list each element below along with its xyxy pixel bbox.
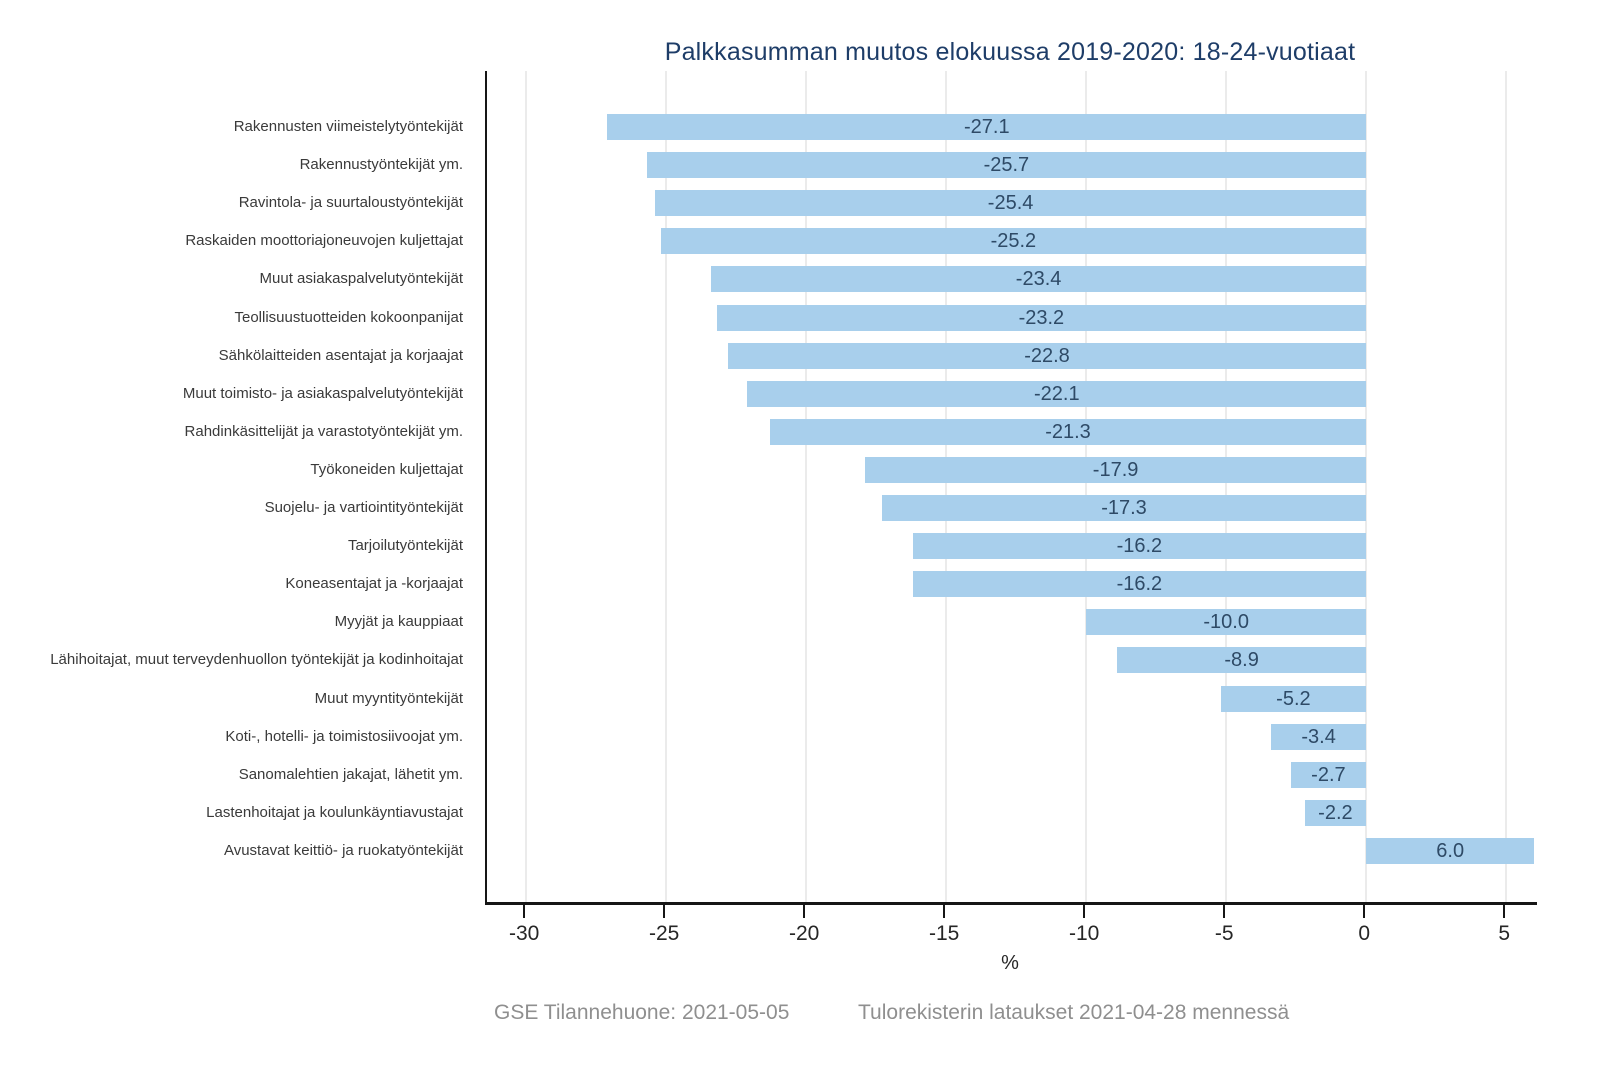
category-label: Teollisuustuotteiden kokoonpanijat <box>234 308 463 326</box>
x-tick-mark <box>663 905 665 918</box>
bar-value-label: 6.0 <box>1436 839 1465 862</box>
bar-value-label: -25.4 <box>987 192 1034 215</box>
category-label: Raskaiden moottoriajoneuvojen kuljettajat <box>185 232 463 250</box>
x-tick-mark <box>803 905 805 918</box>
x-tick-label: -10 <box>1069 922 1100 945</box>
x-tick-label: -5 <box>1214 922 1234 945</box>
footer-note-text: Tulorekisterin lataukset 2021-04-28 mennessä <box>858 1001 1290 1024</box>
category-label: Muut myyntityöntekijät <box>314 689 463 707</box>
plot-area <box>485 71 1537 905</box>
category-label: Rahdinkäsittelijät ja varastotyöntekijät ym. <box>184 422 463 440</box>
bar-value-label: -21.3 <box>1045 420 1091 443</box>
category-label: Lähihoitajat, muut terveydenhuollon työntekijät ja kodinhoitajat <box>50 651 463 669</box>
category-label: Sanomalehtien jakajat, lähetit ym. <box>238 765 463 783</box>
bar-value-label: -22.1 <box>1033 382 1080 405</box>
x-tick-mark <box>943 905 945 918</box>
bar-value-label: -2.7 <box>1311 763 1346 786</box>
bar-value-label: -23.2 <box>1018 306 1065 329</box>
x-tick-label: 0 <box>1358 922 1371 945</box>
bar-value-label: -3.4 <box>1301 725 1336 748</box>
bar-value-label: -16.2 <box>1116 535 1163 558</box>
category-label: Työkoneiden kuljettajat <box>310 460 463 478</box>
footer-source-text: GSE Tilannehuone: 2021-05-05 <box>494 1001 790 1024</box>
bar-value-label: -17.9 <box>1092 458 1139 481</box>
x-tick-label: -20 <box>789 922 820 945</box>
bar-value-label: -27.1 <box>963 116 1010 138</box>
category-label: Koneasentajat ja -korjaajat <box>285 575 463 593</box>
bar-value-label: -2.2 <box>1318 801 1353 824</box>
category-label: Muut asiakaspalvelutyöntekijät <box>259 270 463 288</box>
x-tick-mark <box>1363 905 1365 918</box>
bar-value-label: -25.7 <box>983 154 1030 177</box>
bar-value-label: -25.2 <box>990 230 1037 253</box>
category-label: Myyjät ja kauppiaat <box>334 613 463 631</box>
x-axis-title: % <box>1001 952 1019 974</box>
x-tick-mark <box>523 905 525 918</box>
category-label: Suojelu- ja vartiointityöntekijät <box>264 499 463 516</box>
x-tick-mark <box>1503 905 1505 918</box>
category-label: Tarjoilutyöntekijät <box>347 537 463 555</box>
x-tick-mark <box>1083 905 1085 918</box>
category-label: Muut toimisto- ja asiakaspalvelutyöntekijät <box>182 384 463 402</box>
chart-title: Palkkasumman muutos elokuussa 2019-2020: 18-24-vuotiaat <box>664 38 1356 66</box>
bar-value-label: -16.2 <box>1116 573 1163 596</box>
gridline <box>1505 71 1507 902</box>
category-label: Rakennusten viimeistelytyöntekijät <box>233 118 463 135</box>
bar-value-label: -10.0 <box>1203 611 1249 634</box>
x-tick-mark <box>1223 905 1225 918</box>
bar-value-label: -5.2 <box>1276 687 1311 710</box>
category-label: Sähkölaitteiden asentajat ja korjaajat <box>218 346 463 364</box>
bar-value-label: -22.8 <box>1024 344 1070 367</box>
category-label: Rakennustyöntekijät ym. <box>299 156 463 174</box>
x-tick-label: -30 <box>509 922 540 945</box>
category-label: Ravintola- ja suurtaloustyöntekijät <box>238 194 463 212</box>
x-tick-label: -25 <box>649 922 680 945</box>
bar-value-label: -17.3 <box>1101 497 1147 519</box>
bar-value-label: -8.9 <box>1224 649 1259 672</box>
x-tick-label: 5 <box>1498 922 1511 945</box>
bar-value-label: -23.4 <box>1015 268 1062 291</box>
gridline <box>525 71 527 902</box>
category-label: Avustavat keittiö- ja ruokatyöntekijät <box>223 841 463 859</box>
category-label: Lastenhoitajat ja koulunkäyntiavustajat <box>206 803 463 821</box>
x-tick-label: -15 <box>929 922 960 945</box>
category-label: Koti-, hotelli- ja toimistosiivoojat ym. <box>225 727 463 745</box>
